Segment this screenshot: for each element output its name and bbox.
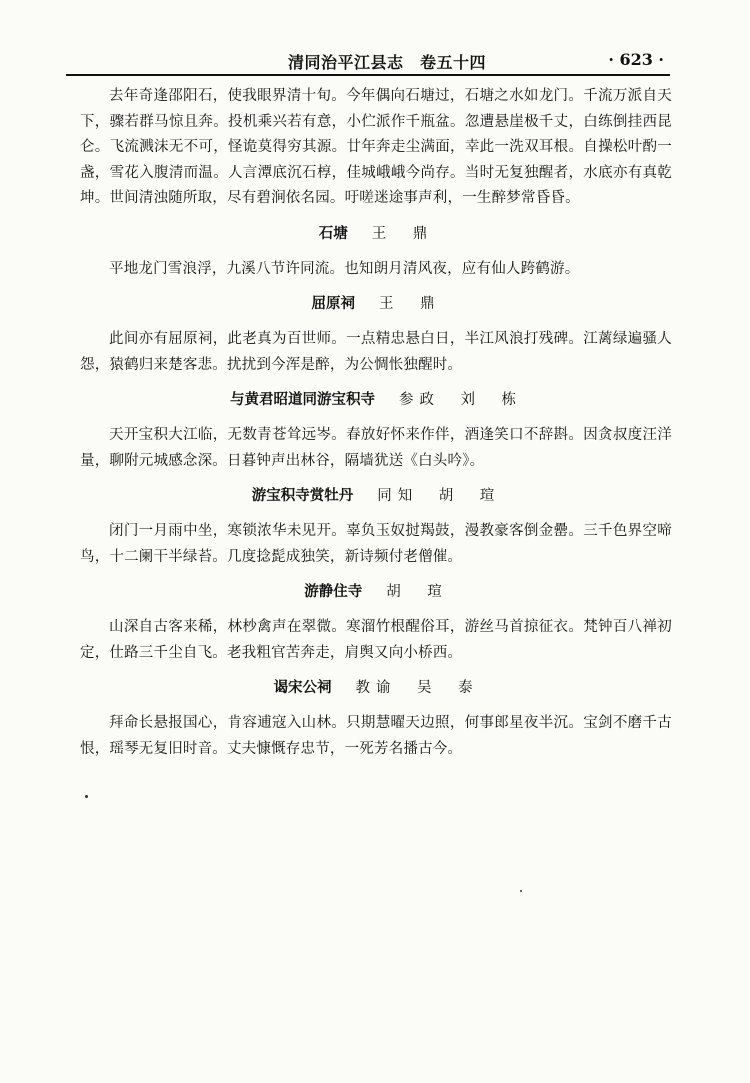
poem-text: 天开宝积大江临，无数青苍耸远岑。春放好怀来作伴，酒逢笑口不辞斟。因贪叔度汪洋量，聊附元城感念深。日暮钟声出林谷，隔墙犹送《白头吟》。: [80, 427, 672, 469]
header-title: 清同治平江县志 卷五十四: [288, 53, 487, 72]
poem-title: 屈原祠: [311, 295, 355, 312]
poem-title: 与黄君昭道同游宝积寺: [230, 391, 375, 408]
poem-author: 参政 刘 栋: [399, 392, 522, 408]
poem-title: 谒宋公祠: [273, 679, 332, 696]
poem-text: 拜命长悬报国心，肯容逋寇入山林。只期慧曜天边照，何事郎星夜半沉。宝剑不磨千古恨，瑶琴无复旧时音。丈夫慷慨存忠节，一死芳名播古今。: [80, 715, 672, 757]
poem-heading: [80, 485, 672, 507]
poem-heading: [80, 293, 672, 315]
poem-text: 闭门一月雨中坐，寒锁浓华未见开。辜负玉奴挝羯鼓，漫教豪客倒金罍。三千色界空啼鸟，十二阑干半绿苔。几度捻髭成独笑，新诗频付老僧催。: [80, 523, 672, 565]
poem-text: 此间亦有屈原祠，此老真为百世师。一点精忠悬白日，半江风浪打残碑。江蓠绿遍骚人怨，猿鹤归来楚客悲。扰扰到今浑是醉，为公惆怅独醒时。: [80, 331, 672, 373]
poem-heading: [80, 581, 672, 603]
poem-heading: [80, 389, 672, 411]
header-rule: [66, 74, 670, 76]
poem-text: 平地龙门雪浪浮，九溪八节许同流。也知朗月清风夜，应有仙人跨鹤游。: [109, 260, 580, 277]
poem-author: 王 鼎: [371, 225, 434, 242]
poem-title: 石塘: [318, 224, 348, 242]
poem-title: 游静住寺: [304, 583, 363, 600]
poem-author: 王 鼎: [379, 296, 441, 312]
poem-author: 同知 胡 瑄: [377, 488, 501, 504]
poem-text: 山深自古客来稀，林杪禽声在翠微。寒溜竹根醒俗耳，游丝马首掠征衣。梵钟百八禅初定，仕路三千尘自飞。老我粗官苦奔走，肩舆又向小桥西。: [80, 619, 672, 661]
scan-speck: [85, 795, 88, 798]
poem-title: 游宝积寺赏牡丹: [251, 487, 354, 504]
poem-author: 胡 瑄: [386, 584, 448, 600]
poem-heading: [80, 677, 672, 699]
poem-heading: [80, 223, 672, 245]
running-header: [66, 44, 666, 72]
page-body: [80, 84, 672, 762]
poem-author: 教谕 吴 泰: [355, 680, 479, 696]
poem-text: 去年奇逢邵阳石，使我眼界清十旬。今年偶向石塘过，石塘之水如龙门。千流万派自天下，骤若群马惊且奔。投机乘兴若有意，小伫派作千瓶盆。忽遭悬崖极千丈，白练倒挂西昆仑。飞流溅沫无不可，怪诡莫得穷其源。廿年奔走尘满面，幸此一洗双耳根。自操松叶酌一盏，雪花入腹清而温。人言潭底沉石椁，佳城峨峨今尚存。当时无复独醒者，水底亦有真乾坤。世间清浊随所取，尽有碧涧依名园。吁嗟迷途事声利，一生醉梦常昏昏。: [80, 88, 672, 206]
scan-speck: [520, 890, 522, 892]
page-number: · 623 ·: [608, 50, 664, 69]
